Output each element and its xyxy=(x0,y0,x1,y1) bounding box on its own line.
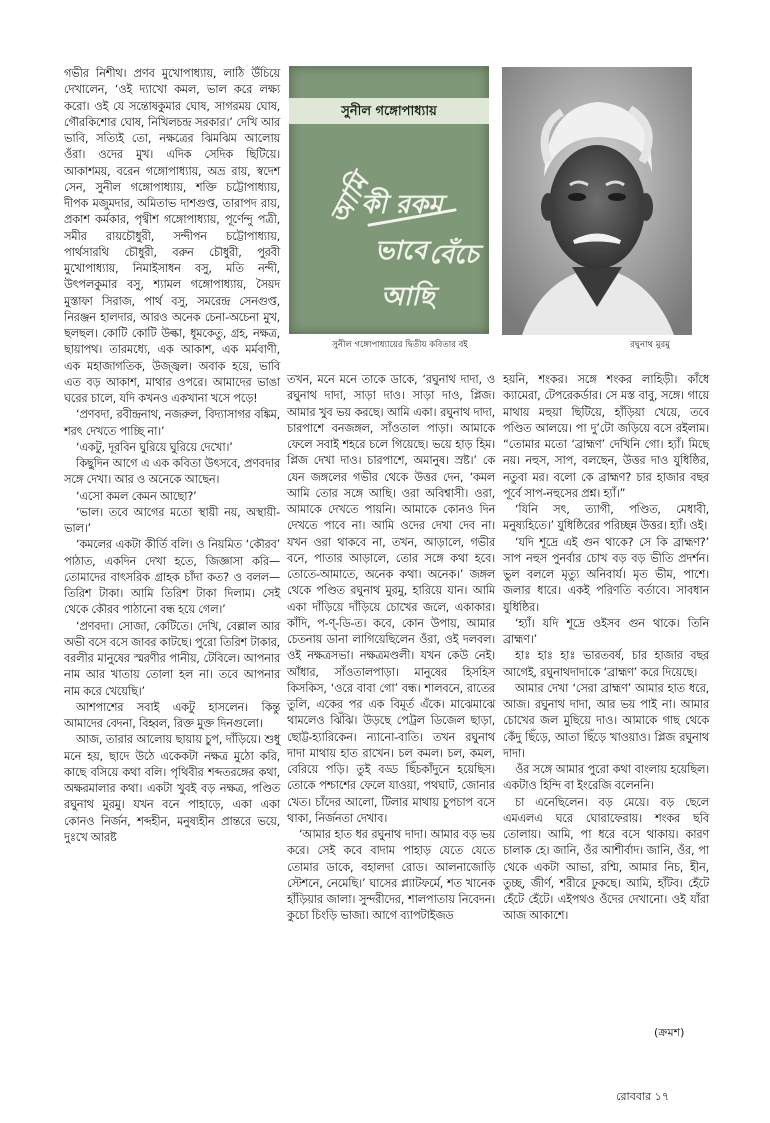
paragraph: ওঁর সঙ্গে আমার পুরো কথা বাংলায় হয়েছিল। একটাও হিন্দি বা ইংরেজি বলেননি। xyxy=(503,763,709,793)
paragraph: ‘যদি শূদ্রে এই গুন থাকে? সে কি ব্রাহ্মণ?’ সাপ নহুস পুনর্বার চোখ বড় বড় ভীতি প্রদর্শন। ভুল বললে মৃত্যু অনিবার্য। মৃত ভীম, পাশে। জলার ধারে। একই পরিণতি বর্তাবে। সাবধান যুধিষ্ঠির। xyxy=(503,535,709,614)
portrait-illustration xyxy=(502,67,692,335)
paragraph: আজ, তারার আলোয় ছায়ায় চুপ, দাঁড়িয়ে। শুধু মনে হয়, ছাদে উঠে একেকটা নক্ষত্র মুঠো করি, কাছে বসিয়ে কথা বলি। পৃথিবীর শব্দতরঙ্গের কথা, অক্ষরমালার কথা। একটা খুবই বড় নক্ষত্র, পণ্ডিত রঘুনাথ মুরমু। যখন বনে পাহাড়ে, একা একা কোনও নির্জন, শব্দহীন, মনুষ্যহীন প্রান্তরে ভয়ে, দুঃখে আরষ্ট xyxy=(64,733,280,844)
book-cover-image xyxy=(289,66,489,334)
page-footer: রোববার ১৭ xyxy=(616,1090,669,1103)
paragraph: ‘একটু, দূরবিন ঘুরিয়ে ঘুরিয়ে দেখো।’ xyxy=(76,440,233,454)
paragraph: ‘কমলের একটা কীর্তি বলি। ও নিয়মিত ‘কৌরব’ পাঠাত, একদিন দেখা হতে, জিজ্ঞাসা করি— তোমাদের বাৎসরিক গ্রাহক চাঁদা কত? ও বলল— তিরিশ টাকা। আমি তিরিশ টাকা দিলাম। সেই থেকে কৌরব পাঠানো বন্ধ হয়ে গেল।’ xyxy=(64,538,280,617)
paragraph: চা এনেছিলেন। বড় মেয়ে। বড় ছেলে এমএলএ ঘরে ঘোরাফেরায়। শংকর ছবি তোলায়। আমি, পা ধরে বসে থাকায়। কারণ চালাক হে। জানি, ওঁর আশীর্বাদ। জানি, ওঁর, পা থেকে একটা আভা, রশ্মি, আমার নিচ, হীন, তুচ্ছ, জীর্ণ, শরীরে ঢুকছে। আমি, হাঁটব। হেঁটে হেঁটে হেঁটে। এইপথও ওঁদের দেখানো। ওই যাঁরা আজ আকাশে। xyxy=(503,795,709,923)
paragraph: ‘প্রণবদা। সোজা, কেটিতে। দেখি, বেল্লাল আর অভী বসে বসে জাবর কাটছে। পুরো তিরিশ টাকার, বরলীর মানুষের স্মরণীর পানীয়, টেবিলে। আপনার নাম আর খাতায় তোলা হল না। তবে আপনার নাম করে খেয়েছি।’ xyxy=(64,619,280,698)
cover-author: সুনীল গঙ্গোপাধ্যায় xyxy=(341,104,437,119)
cover-title-word: বেঁচে xyxy=(429,240,479,270)
paragraph: ‘এসো কমল কেমন আছো?’ xyxy=(76,489,197,503)
portrait-photo xyxy=(502,67,692,335)
paragraph: আশপাশের সবাই একটু হাসলেন। কিন্তু আমাদের বেদনা, বিহ্বল, রিক্ত মুক্ত দিনগুলো। xyxy=(64,700,280,730)
paragraph: হয়নি, শংকর। সঙ্গে শংকর লাহিড়ী। কাঁধে ক্যামেরা, টেপরেকর্ডার। সে মস্ত বাবু, সঙ্গে। গায়ে মাথায় মহুয়া ছিটিয়ে, হাঁড়িয়া খেয়ে, তবে পণ্ডিত আলয়ে। পা দু’টো জড়িয়ে বসে রইলাম। “তোমার মতো ‘ব্রাহ্মণ’ দেখিনি গো। হ্যাঁ। মিছে নয়। নহুস, সাপ, বলছেন, উত্তর দাও যুধিষ্ঠির, নতুবা মর। বলো কে ব্রাহ্মণ? চার হাজার বছর পূর্বে সাপ-নহুসের প্রশ্ন। হ্যাঁ।” xyxy=(503,373,709,500)
portrait-caption: রঘুনাথ মুরমু xyxy=(630,340,670,350)
cover-title-word: কী রকম xyxy=(361,190,443,220)
paragraph: ‘আমার হাত ধর রঘুনাথ দাদা। আমার বড় ভয় করে। সেই কবে বাদাম পাহাড় যেতে যেতে তোমার ডাকে, বহালদা রোড। আলনাজোড়ি স্টেশনে, নেমেছি।’ ঘাসের প্ল্যাটফর্মে, শত খানেক হাঁড়িয়ার জালা। সুন্দরীদের, শালপাতায় নিবেদন। কুচো চিংড়ি ভাজা। আগে ব্যাপটাইজড xyxy=(287,828,495,923)
cover-title-word: ভাবে xyxy=(375,236,427,266)
paragraph: ‘ভাল। তবে আগের মতো স্থায়ী নয়, অস্থায়ী-ভাল।’ xyxy=(64,505,280,535)
continued-marker: (ক্রমশ) xyxy=(654,1026,685,1039)
book-caption: সুনীল গঙ্গোপাধ্যায়ের দ্বিতীয় কবিতার বই xyxy=(332,340,468,350)
article-column-2 xyxy=(287,372,495,925)
paragraph: হাঃ হাঃ হাঃ ভারতবর্ষ, চার হাজার বছর আগেই, রঘুনাথদাদাকে ‘ব্রাহ্মণ’ করে দিয়েছে। xyxy=(503,649,709,679)
cover-title-word: আমি xyxy=(324,169,376,230)
paragraph: কিছুদিন আগে এ এক কবিতা উৎসবে, প্রণবদার সঙ্গে দেখা। আর ও অনেকে আছেন। xyxy=(64,457,280,487)
paragraph: ‘হ্যাঁ। যদি শূদ্রে ওইসব গুন থাকে। তিনি ব্রাহ্মণ।’ xyxy=(503,616,709,646)
paragraph: আমার দেখা ‘সেরা ব্রাহ্মণ’ আমার হাত ধরে, আজ। রঘুনাথ দাদা, আর ভয় পাই না। আমার চোখের জল মুছিয়ে দাও। আমাকে গাছ থেকে কেঁদু ছিঁড়ে, আতা ছিঁড়ে খাওয়াও। প্লিজ রঘুনাথ দাদা। xyxy=(503,681,709,760)
paragraph: ‘প্রণবদা, রবীন্দ্রনাথ, নজরুল, বিদ্যাসাগর বঙ্কিম, শরৎ দেখতে পাচ্ছি না।’ xyxy=(64,408,280,438)
article-column-3 xyxy=(503,372,709,925)
paragraph: ‘যিনি সৎ, ত্যাগী, পণ্ডিত, মেধাবী, মনুষ্যহিতে।’ যুধিষ্ঠিরের পরিচ্ছন্ন উত্তর। হ্যাঁ। ওই। xyxy=(503,503,709,533)
paragraph: গভীর নিশীথ। প্রণব মুখোপাধ্যায়, লাঠি উঁচিয়ে দেখালেন, ‘ওই দ্যাখো কমল, ভাল করে লক্ষ্য করো। ওই যে সন্তোষকুমার ঘোষ, সাগরময় ঘোষ, গৌরকিশোর ঘোষ, নিখিলচন্দ্র সরকার।’ দেখি আর ভাবি, সত্যিই তো, নক্ষত্রের ঝিমঝিম আলোয় ওঁরা। ওদের মুখ। এদিক সেদিক ছিটিয়ে। আকাশময়, বরেন গঙ্গোপাধ্যায়, অভ্র রায়, স্বদেশ সেন, সুনীল গঙ্গোপাধ্যায়, শক্তি চট্টোপাধ্যায়, দীপক মজুমদার, অমিতাভ দাশগুপ্ত, তারাপদ রায়, প্রকাশ কর্মকার, পৃথ্বীশ গঙ্গোপাধ্যায়, পূর্ণেন্দু পত্রী, সমীর রায়চৌধুরী, সন্দীপন চট্টোপাধ্যায়, পার্থসারথি চৌধুরী, বরুন চৌধুরী, পুরবী মুখোপাধ্যায়, নিমাইসাধন বসু, মতি নন্দী, উৎপলকুমার বসু, শ্যামল গঙ্গোপাধ্যায়, সৈয়দ মুস্তাফা সিরাজ, পার্থ বসু, সমরেন্দ্র সেনগুপ্ত, নিরঞ্জন হালদার, আরও অনেক চেনা-অচেনা মুখ, ছলছল। কোটি কোটি উল্কা, ধূমকেতু, গ্রহ, নক্ষত্র, ছায়াপথ। তারমধ্যে, এক আকাশ, এক মর্মবাণী, এক মহাজাগতিক, উজ্জ্বল। অবাক হয়ে, ভাবি এত বড় আকাশ, মাথার ওপরে। আমাদের ভাঙা ঘরের চালে, যদি কখনও একখানা খসে পড়ে! xyxy=(64,67,280,405)
cover-title-word: আছি xyxy=(381,282,435,312)
paragraph: তখন, মনে মনে তাকে ডাকে, ‘রঘুনাথ দাদা, ও রঘুনাথ দাদা, সাড়া দাও। সাড়া দাও, প্লিজ। আমার খুব ভয় করছে। আমি একা। রঘুনাথ দাদা, চারপাশে বনজঙ্গল, সাঁওতাল পাড়া। আমাকে ফেলে সবাই শহরে চলে গিয়েছে। ভয়ে হাড় হিম। প্লিজ দেখা দাও। চারপাশে, অমানুষ। স্রষ্ট।’ কে যেন জঙ্গলের গভীর থেকে উত্তর দেন, ‘কমল আমি তোর সঙ্গে আছি। ওরা অবিশ্বাসী। ওরা, আমাকে দেখতে পায়নি। আমাকে কোনও দিন দেখতে পাবে না। আমি ওদের দেখা দেব না। যখন ওরা থাকবে না, তখন, আড়ালে, গভীর বনে, পাতার আড়ালে, তোর সঙ্গে কথা হবে। তোতে-আমাতে, অনেক কথা। অনেক।’ জঙ্গল থেকে পণ্ডিত রঘুনাথ মুরমু, হারিয়ে যান। আমি একা দাঁড়িয়ে দাঁড়িয়ে চোখের জলে, একাকার। কাঁদি, প-ণ্-ডি-ত। কবে, কোন উপায়, আমার চেতনায় ডানা লাগিয়েছিলেন ওঁরা, ওই দলবল। ওই নক্ষত্রসভা। নক্ষত্রমণ্ডলী। যখন কেউ নেই। আঁধার, সাঁওতালপাড়া। মানুষের হিসহিস কিসকিস, ‘ওরে বাবা গো’ বন্ধ। শালবনে, রাতের তুলি, একের পর এক বিমূর্ত এঁকে। মাঝেমাঝে থামলেও ঝিঁঝি। উড়ছে পেট্রল ডিজেল ছাড়া, ছোট্ট-হ্যারিকেন। ন্যানো-বাতি। তখন রঘুনাথ দাদা মাথায় হাত রাখেন। চল কমল। চল, কমল, বেরিয়ে পড়ি। তুই বড্ড ছিঁচকাঁদুনে হয়েছিস। তোকে পশ্চাশের ফেলে যাওয়া, পথঘাট, জোনার খেত। চাঁদের আলো, টিলার মাথায় চুপচাপ বসে থাকা, নির্জনতা দেখাব। xyxy=(287,373,495,825)
article-column-1 xyxy=(64,66,280,846)
